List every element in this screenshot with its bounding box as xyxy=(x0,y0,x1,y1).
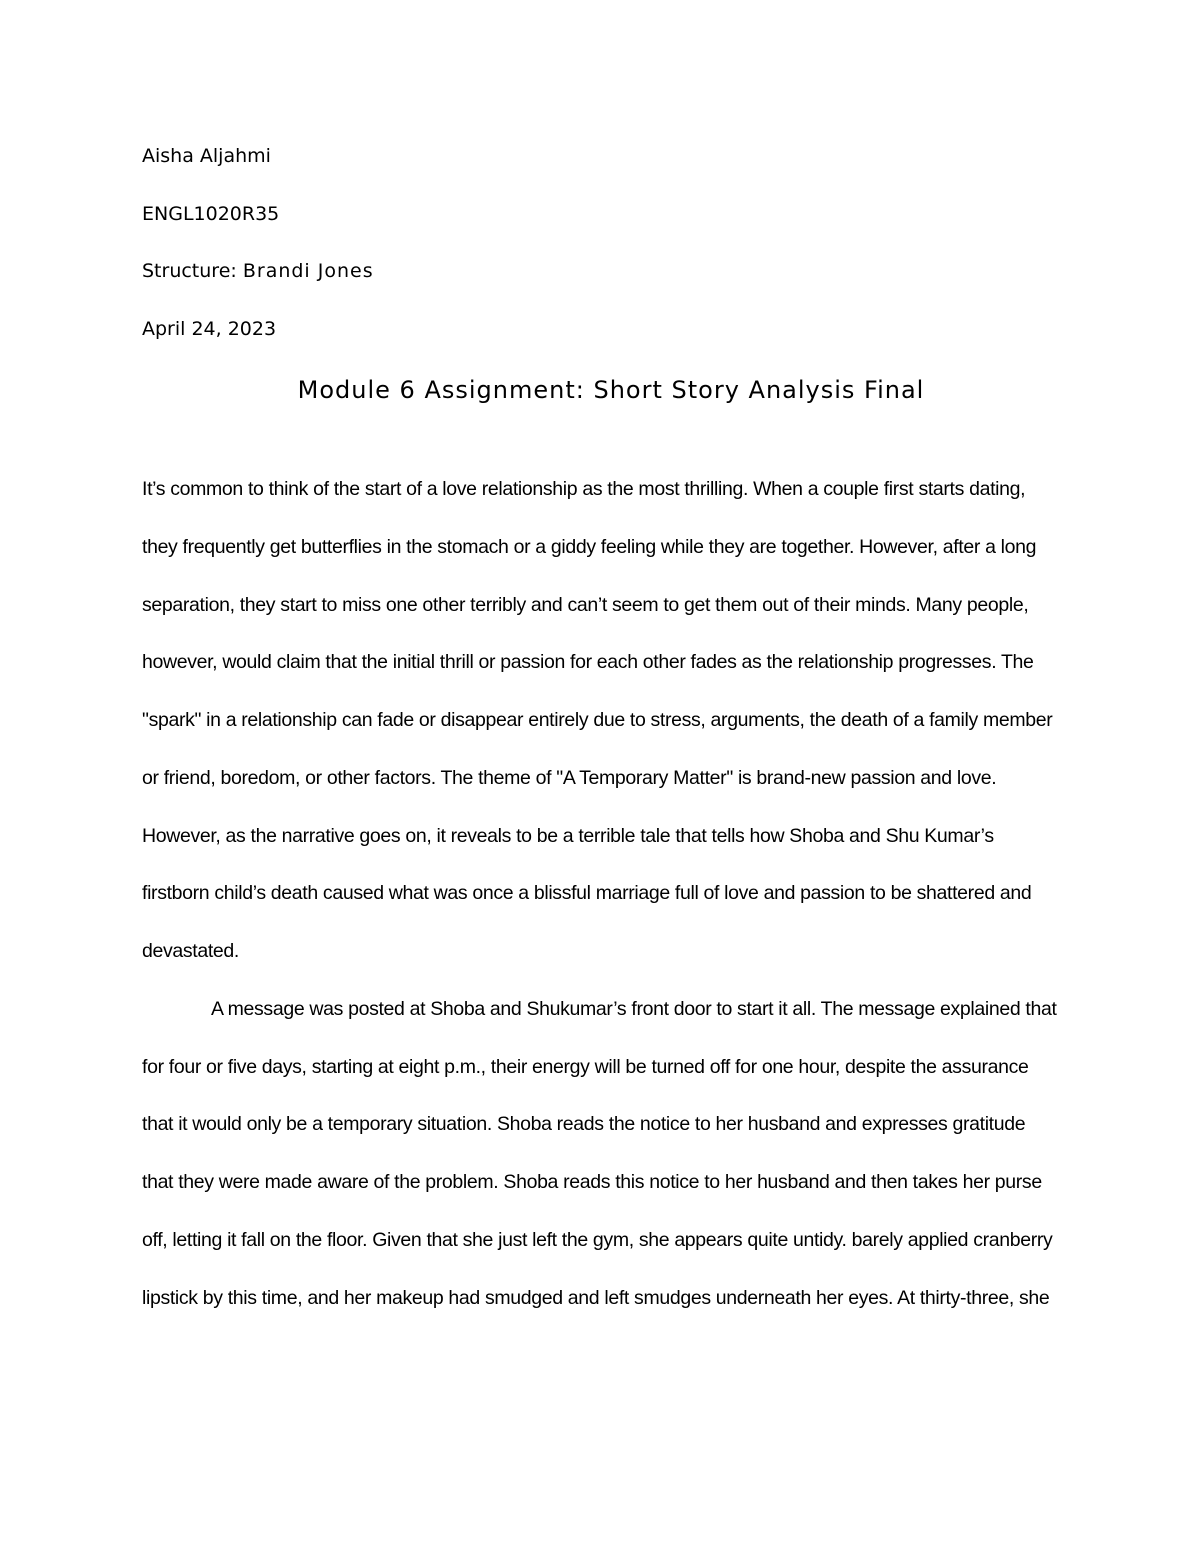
document-title: Module 6 Assignment: Short Story Analysis Final xyxy=(297,376,925,404)
instructor-name: Brandi Jones xyxy=(242,260,374,282)
body-paragraph: A message was posted at Shoba and Shukumar’s front door to start it all. The message explained that for four or five days, starting at eight p.m., their energy will be turned off for one hour, despite the assurance that it would only be a temporary situation. Shoba reads the notice to her husband and expresses gratitude that they were made aware of the problem. Shoba reads this notice to her husband and then takes her purse off, letting it fall on the floor. Given that she just left the gym, she appears quite untidy. barely applied cranberry lipstick by this time, and her makeup had smudged and left smudges underneath her eyes. At thirty-three, she xyxy=(142,997,1057,1309)
instructor-prefix: Structure: xyxy=(142,260,237,282)
course-code: ENGL1020R35 xyxy=(142,203,280,225)
document-date: April 24, 2023 xyxy=(142,318,277,340)
document-body xyxy=(142,461,1060,1327)
author-name: Aisha Aljahmi xyxy=(142,145,271,167)
body-paragraph: It’s common to think of the start of a love relationship as the most thrilling. When a couple first starts dating, they frequently get butterflies in the stomach or a giddy feeling while they are together. However, after a long separation, they start to miss one other terribly and can’t seem to get them out of their minds. Many people, however, would claim that the initial thrill or passion for each other fades as the relationship progresses. The "spark" in a relationship can fade or disappear entirely due to stress, arguments, the death of a family member or friend, boredom, or other factors. The theme of "A Temporary Matter" is brand-new passion and love. However, as the narrative goes on, it reveals to be a terrible tale that tells how Shoba and Shu Kumar’s firstborn child’s death caused what was once a blissful marriage full of love and passion to be shattered and devastated. xyxy=(142,478,1053,962)
instructor-line xyxy=(142,259,374,283)
